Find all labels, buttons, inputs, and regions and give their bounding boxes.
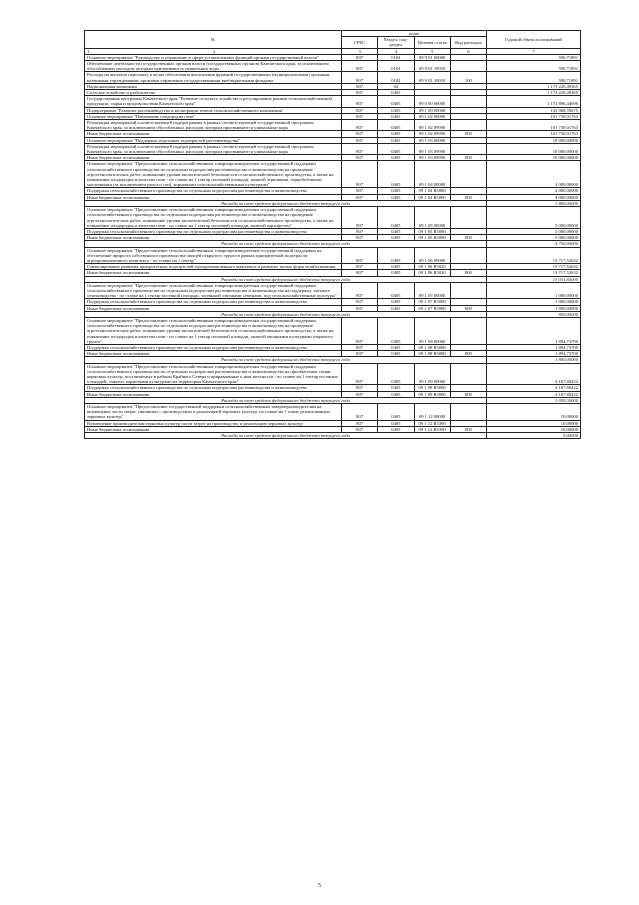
row-name: Иные бюджетные ассигнования (85, 391, 342, 397)
row-sum: 5 000,00000 (487, 228, 581, 234)
row-target-article: 09 1 08 R5080 (414, 351, 450, 357)
row-name: Иные бюджетные ассигнования (85, 235, 342, 241)
row-section: 0405 (378, 188, 414, 194)
row-target-article: 09 1 02 00000 (414, 113, 450, 119)
row-grbs: 807 (342, 282, 378, 299)
note-text: Расходы за счет средств федерального бюджета текущего года (85, 357, 487, 363)
row-section: 0405 (378, 113, 414, 119)
row-name: Основное мероприятие "Повышение плодородия почв" (85, 113, 342, 119)
row-grbs: 807 (342, 235, 378, 241)
row-section: 0405 (378, 194, 414, 200)
table-row (85, 61, 581, 72)
row-section: 0405 (378, 235, 414, 241)
row-section: 0405 (378, 137, 414, 143)
row-target-article: 09 1 09 00000 (414, 363, 450, 385)
row-expense-type: 800 (450, 194, 486, 200)
row-expense-type (450, 207, 486, 229)
table-row (85, 72, 581, 83)
row-name: Государственная программа Камчатского края "Развитие сельского хозяйства и регулирование рынков сельскохозяйственной продукции, сырья и продовольствия Камчатского края" (85, 96, 342, 107)
row-grbs: 807 (342, 247, 378, 264)
row-sum: 4 167,68422 (487, 391, 581, 397)
row-sum: 1 894,73700 (487, 317, 581, 344)
row-grbs: 807 (342, 391, 378, 397)
row-name: Реализация мероприятий соответствующей подпрограммы в рамках соответствующей государственной программы Камчатского края, за исключением обособленных расходов, которым присваиваются уникальные коды (85, 120, 342, 131)
row-grbs: 807 (342, 317, 378, 344)
header-section: Раздел, под-раздел (378, 37, 414, 48)
row-target-article: 09 9 01 10010 (414, 72, 450, 83)
row-target-article: 09 1 03 09990 (414, 155, 450, 161)
row-target-article: 09 9 01 00000 (414, 54, 450, 60)
row-sum: 101 730,01763 (487, 120, 581, 131)
header-target-article: Целевая статья (414, 37, 450, 48)
row-grbs: 807 (342, 404, 378, 421)
row-section: 04 (378, 83, 414, 89)
row-section: 0405 (378, 131, 414, 137)
row-target-article: 09 1 05 R5080 (414, 235, 450, 241)
row-grbs: 807 (342, 363, 378, 385)
row-target-article: 09 0 00 00000 (414, 96, 450, 107)
row-expense-type: 800 (450, 235, 486, 241)
row-target-article: 09 1 03 00000 (414, 137, 450, 143)
row-section: 0405 (378, 305, 414, 311)
table-row (85, 282, 581, 299)
row-expense-type (450, 247, 486, 264)
table-row (85, 207, 581, 229)
row-target-article: 09 1 12 R5390 (414, 426, 450, 432)
row-target-article: 09 1 04 00000 (414, 161, 450, 188)
row-expense-type (450, 96, 486, 107)
row-grbs: 807 (342, 143, 378, 154)
row-name: Поддержка сельскохозяйственного производства по отдельным подотраслям растениеводства и животноводства (85, 299, 342, 305)
row-grbs: 807 (342, 155, 378, 161)
row-target-article: 09 1 05 00000 (414, 207, 450, 229)
row-grbs: 807 (342, 107, 378, 113)
row-grbs: 807 (342, 420, 378, 426)
row-name: Основное мероприятие "Поддержка отдельных подотраслей растениеводства" (85, 137, 342, 143)
row-expense-type (450, 363, 486, 385)
row-sum: 5 000,00000 (487, 207, 581, 229)
note-text: Расходы за счет средств федерального бюджета текущего года (85, 433, 487, 439)
row-target-article: 09 1 07 00000 (414, 282, 450, 299)
row-section: 0405 (378, 426, 414, 432)
header-grbs: ГРБС (342, 37, 378, 48)
row-section: 0405 (378, 391, 414, 397)
row-name: Реализация мероприятий соответствующей подпрограммы в рамках соответствующей государственной программы Камчатского края, за исключением обособленных расходов, которым присваиваются уникальные коды (85, 143, 342, 154)
row-name: Основное мероприятие "Предоставление сельскохозяйственным товаропроизводителям государственной поддержки сельскохозяйственного производства по отдельным подотраслям растениеводства и животноводства на проведение агротехнологических работ, повышение уровня экологической безопасности сельскохозяйственного производства, а также на повышение плодородия и качества почв - по ставке на 1 гектар посевной площади, занятой картофелем" (85, 207, 342, 229)
row-target-article: 09 1 07 R5080 (414, 305, 450, 311)
row-expense-type: 100 (450, 72, 486, 83)
row-name: Иные бюджетные ассигнования (85, 305, 342, 311)
row-grbs: 807 (342, 54, 378, 60)
row-sum: 1 894,73700 (487, 344, 581, 350)
row-target-article: 09 1 04 R5080 (414, 188, 450, 194)
row-sum: 101 730,01763 (487, 131, 581, 137)
column-index: 5 (414, 48, 450, 54)
row-name: Обеспечение деятельности государственных органов власти (государственных органов) Камчатского края, за исключением обособленных расходов, которым присваиваются уникальные коды (85, 61, 342, 72)
row-expense-type (450, 282, 486, 299)
column-index: 7 (487, 48, 581, 54)
row-expense-type: 800 (450, 270, 486, 276)
row-grbs: 807 (342, 188, 378, 194)
row-target-article: 09 1 03 09990 (414, 143, 450, 154)
row-sum: 10,00000 (487, 426, 581, 432)
row-name: Возмещение производителям зерновых культур части затрат на производство и реализацию зерновых культур (85, 420, 342, 426)
row-sum: 101 730,01763 (487, 113, 581, 119)
note-text: Расходы за счет средств федерального бюджета текущего года (85, 276, 487, 282)
row-grbs: 807 (342, 161, 378, 188)
row-expense-type (450, 61, 486, 72)
row-grbs: 807 (342, 120, 378, 131)
row-sum: 1 173 220,49365 (487, 90, 581, 96)
row-section: 0405 (378, 107, 414, 113)
row-sum: 4 000,00000 (487, 188, 581, 194)
row-expense-type (450, 143, 486, 154)
row-name: Поддержка сельскохозяйственного производства по отдельным подотраслям растениеводства и животноводства (85, 228, 342, 234)
row-target-article: 09 1 06 R5020 (414, 270, 450, 276)
row-sum: 1 173 220,49365 (487, 83, 581, 89)
row-sum: 10 000,00000 (487, 143, 581, 154)
row-name: Расходы на выплаты персоналу в целях обеспечения выполнения функций государственными (муниципальными) органами, казенными учреждениями, органами управления государственными внебюджетными фондами (85, 72, 342, 83)
row-target-article: 09 1 02 09990 (414, 120, 450, 131)
row-grbs: 807 (342, 344, 378, 350)
row-section: 0104 (378, 61, 414, 72)
header-expense-type: Вид расходов (450, 37, 486, 48)
row-grbs: 807 (342, 426, 378, 432)
row-target-article: 09 1 12 00000 (414, 404, 450, 421)
page-number: 5 (318, 883, 321, 889)
note-sum: 5,00000 (487, 433, 581, 439)
row-sum: 10,00000 (487, 420, 581, 426)
header-codes: коды (342, 31, 487, 37)
row-section: 0405 (378, 90, 414, 96)
row-name: Иные бюджетные ассигнования (85, 155, 342, 161)
row-name: Национальная экономика (85, 83, 342, 89)
row-expense-type: 800 (450, 391, 486, 397)
federal-funds-note-row (85, 433, 581, 439)
note-text: Расходы за счет средств федерального бюджета текущего года (85, 311, 487, 317)
row-target-article: 09 1 09 R5080 (414, 385, 450, 391)
row-name: Основное мероприятие "Предоставление сельскохозяйственным товаропроизводителям государственной поддержки сельскохозяйственного производства по отдельным подотраслям растениеводства и животноводства на проведение агротехнологических работ, повышение уровня экологической безопасности сельскохозяйственного производства, а также на повышение плодородия и качества почв - по ставке на 1 гектар посевной площади, занятой овощными культурами открытого грунта" (85, 317, 342, 344)
row-section: 0405 (378, 228, 414, 234)
row-sum: 590,71891 (487, 72, 581, 83)
row-sum: 590,71891 (487, 61, 581, 72)
column-index: 4 (378, 48, 414, 54)
row-section: 0405 (378, 143, 414, 154)
row-target-article: 09 1 08 R5080 (414, 344, 450, 350)
row-name: Иные бюджетные ассигнования (85, 351, 342, 357)
table-row (85, 96, 581, 107)
table-body (85, 54, 581, 438)
row-name: Основное мероприятие "Предоставление государственной поддержки сельскохозяйственным товаропроизводителям на возмещение части затрат, связанных с производством и реализацией зерновых культур, по ставке на 1 тонну реализованных зерновых культур" (85, 404, 342, 421)
row-expense-type: 800 (450, 155, 486, 161)
row-target-article: 09 1 04 R5080 (414, 194, 450, 200)
row-expense-type: 800 (450, 351, 486, 357)
row-sum: 1 172 896,44696 (487, 96, 581, 107)
row-sum: 1 000,00000 (487, 299, 581, 305)
row-section: 0405 (378, 351, 414, 357)
row-grbs: 807 (342, 194, 378, 200)
table-row (85, 317, 581, 344)
row-name: Основное мероприятие "Руководство и управление в сфере установленных функций органов государственной власти" (85, 54, 342, 60)
row-section: 0405 (378, 363, 414, 385)
row-name: Иные бюджетные ассигнования (85, 131, 342, 137)
row-sum: 4 167,68422 (487, 363, 581, 385)
row-name: Иные бюджетные ассигнования (85, 426, 342, 432)
header-number: № (85, 31, 342, 49)
row-sum: 590,71891 (487, 54, 581, 60)
row-section: 0405 (378, 282, 414, 299)
budget-table (84, 30, 581, 439)
row-name: Основное мероприятие "Предоставление сельскохозяйственным товаропроизводителям государственной поддержки на обеспечение прироста собственного производства овощей открытого грунта в рамках приоритетной подотрасли агропромышленного комплекса - по ставке на 1 гектар" (85, 247, 342, 264)
row-sum: 1 000,00000 (487, 305, 581, 311)
row-section: 0405 (378, 299, 414, 305)
row-grbs: 807 (342, 264, 378, 270)
row-sum: 143 068,59675 (487, 107, 581, 113)
row-expense-type: 800 (450, 426, 486, 432)
row-section: 0405 (378, 344, 414, 350)
header-annual-sum: Годовой объем ассигнований (487, 31, 581, 49)
row-sum: 1 000,00000 (487, 282, 581, 299)
row-sum: 13 717,52632 (487, 247, 581, 264)
row-sum: 10,00000 (487, 404, 581, 421)
note-sum: 13 031,65000 (487, 276, 581, 282)
row-grbs: 807 (342, 351, 378, 357)
column-index: 3 (342, 48, 378, 54)
row-sum: 4 167,68422 (487, 385, 581, 391)
note-text: Расходы за счет средств федерального бюджета текущего года (85, 241, 487, 247)
row-section: 0104 (378, 72, 414, 83)
row-grbs: 807 (342, 72, 378, 83)
row-target-article: 09 1 06 R5020 (414, 264, 450, 270)
row-sum: 1 894,73700 (487, 351, 581, 357)
note-text: Расходы за счет средств федерального бюджета текущего года (85, 200, 487, 206)
note-sum: 4 750,00000 (487, 241, 581, 247)
row-sum: 4 000,00000 (487, 194, 581, 200)
table-row (85, 120, 581, 131)
table-row (85, 363, 581, 385)
row-target-article: 09 1 00 00000 (414, 107, 450, 113)
row-section: 0405 (378, 96, 414, 107)
row-sum: 10 000,00000 (487, 155, 581, 161)
row-section: 0405 (378, 207, 414, 229)
row-grbs: 807 (342, 137, 378, 143)
row-target-article: 09 1 12 R5390 (414, 420, 450, 426)
row-section: 0405 (378, 270, 414, 276)
row-grbs: 807 (342, 228, 378, 234)
column-index: 1 2 (85, 48, 342, 54)
row-expense-type (450, 161, 486, 188)
row-grbs: 807 (342, 305, 378, 311)
row-section: 0405 (378, 161, 414, 188)
row-name: Иные бюджетные ассигнования (85, 194, 342, 200)
row-sum: 5 000,00000 (487, 235, 581, 241)
row-name: Основное мероприятие "Предоставление сельскохозяйственным товаропроизводителям государственной поддержки сельскохозяйственного производства по отдельным подотраслям растениеводства и животноводства на приобретение семян кормовых культур, поставляемых в районы Крайнего Севера и приравненные к ним местности - по ставке на 1 гектар посевных площадей, занятых кормовыми культурами на территории Камчатского края" (85, 363, 342, 385)
row-grbs: 807 (342, 90, 378, 96)
row-target-article: 09 1 09 R5080 (414, 391, 450, 397)
row-sum: 4 000,00000 (487, 161, 581, 188)
row-section: 0405 (378, 404, 414, 421)
note-sum: 950,00000 (487, 311, 581, 317)
row-target-article: 09 1 08 00000 (414, 317, 450, 344)
row-grbs: 807 (342, 270, 378, 276)
row-target-article: 09 1 05 R5080 (414, 228, 450, 234)
row-target-article: 09 9 01 10010 (414, 61, 450, 72)
table-row (85, 161, 581, 188)
table-row (85, 247, 581, 264)
row-section: 0104 (378, 54, 414, 60)
row-grbs: 807 (342, 299, 378, 305)
row-sum: 13 717,52632 (487, 264, 581, 270)
row-grbs: 807 (342, 96, 378, 107)
table-header (85, 31, 581, 55)
table-row (85, 404, 581, 421)
row-name: Стимулирование развития приоритетных подотраслей агропромышленного комплекса и развитие малых форм хозяйствования (85, 264, 342, 270)
note-sum: 3 959,30000 (487, 397, 581, 403)
row-name: Поддержка сельскохозяйственного производства по отдельным подотраслям растениеводства и животноводства (85, 344, 342, 350)
row-grbs: 807 (342, 385, 378, 391)
row-section: 0405 (378, 264, 414, 270)
row-name: Иные бюджетные ассигнования (85, 270, 342, 276)
row-name: Поддержка сельскохозяйственного производства по отдельным подотраслям растениеводства и животноводства (85, 188, 342, 194)
row-grbs: 807 (342, 61, 378, 72)
row-expense-type (450, 404, 486, 421)
row-name: Основное мероприятие "Предоставление сельскохозяйственным товаропроизводителям государственной поддержки сельскохозяйственного производства по отдельным подотраслям растениеводства и животноводства на поддержку элитного семеноводства - по ставке на 1 гектар посевной площади, засеянной элитными семенами, под сельскохозяйственные культуры" (85, 282, 342, 299)
row-expense-type (450, 120, 486, 131)
row-name: Поддержка сельскохозяйственного производства по отдельным подотраслям растениеводства и животноводства (85, 385, 342, 391)
note-text: Расходы за счет средств федерального бюджета текущего года (85, 397, 487, 403)
row-section: 0405 (378, 420, 414, 426)
row-section: 0405 (378, 120, 414, 131)
row-grbs: 807 (342, 83, 378, 89)
note-sum: 3 800,00000 (487, 200, 581, 206)
row-expense-type: 800 (450, 305, 486, 311)
row-grbs: 807 (342, 131, 378, 137)
row-section: 0405 (378, 247, 414, 264)
row-grbs: 807 (342, 113, 378, 119)
note-sum: 1 800,00000 (487, 357, 581, 363)
row-section: 0405 (378, 385, 414, 391)
row-name: Сельское хозяйство и рыболовство (85, 90, 342, 96)
row-target-article: 09 1 07 R5080 (414, 299, 450, 305)
row-section: 0405 (378, 155, 414, 161)
row-name: Подпрограмма "Развитие растениеводства и мелиорации земель сельскохозяйственного назначения" (85, 107, 342, 113)
row-expense-type (450, 317, 486, 344)
row-sum: 10 000,00000 (487, 137, 581, 143)
table-row (85, 143, 581, 154)
row-target-article: 09 1 06 00000 (414, 247, 450, 264)
row-expense-type: 800 (450, 131, 486, 137)
row-target-article: 09 1 02 09990 (414, 131, 450, 137)
row-sum: 13 717,52632 (487, 270, 581, 276)
row-name: Основное мероприятие "Предоставление сельскохозяйственным товаропроизводителям государственной поддержки сельскохозяйственного производства по отдельным подотраслям растениеводства и животноводства на проведение агротехнологических работ, повышение уровня экологической безопасности сельскохозяйственного производства, а также на повышение плодородия и качества почв - по ставке на 1 гектар посевной площади, занятой зерновыми, зернобобовыми, масличными (за исключением рапса и сои), кормовыми сельскохозяйственными культурами" (85, 161, 342, 188)
row-grbs: 807 (342, 207, 378, 229)
column-index: 6 (450, 48, 486, 54)
row-section: 0405 (378, 317, 414, 344)
